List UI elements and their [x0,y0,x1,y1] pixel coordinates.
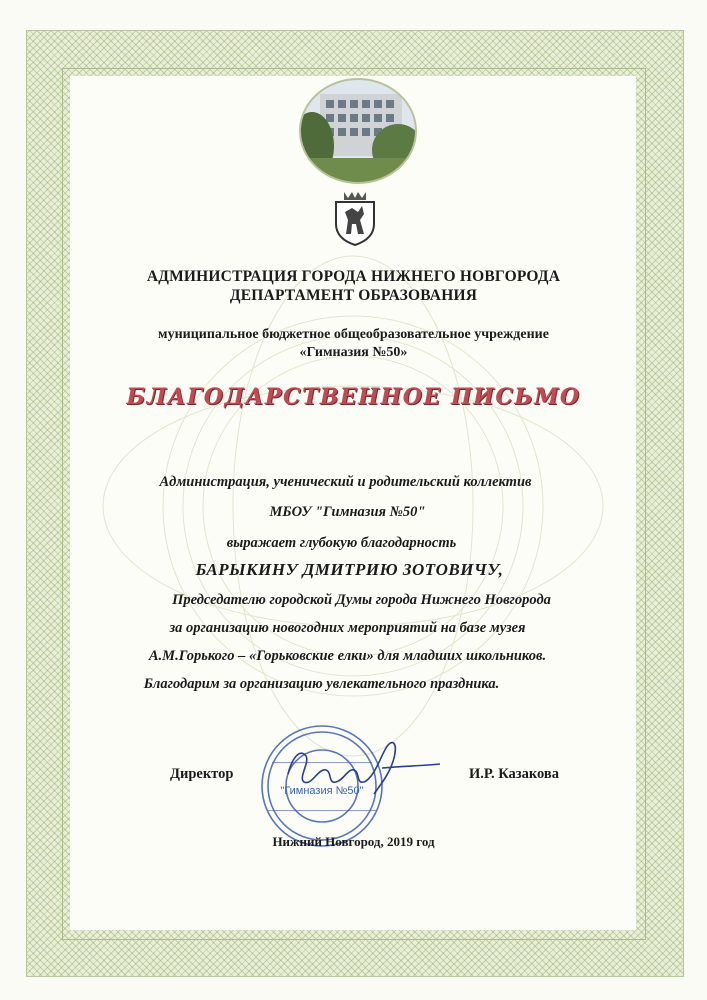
signatory-name: И.Р. Казакова [469,766,559,782]
body-line-6: за организацию новогодних мероприятий на базе музея [169,620,526,636]
body-line-2: МБОУ "Гимназия №50" [269,504,426,520]
recipient-name: БАРЫКИНУ ДМИТРИЮ ЗОТОВИЧУ, [195,560,504,579]
stamp-text: "Гимназия №50" [280,785,364,797]
body-line-7: А.М.Горького – «Горьковские елки» для младших школьников. [148,648,547,664]
body-line-1: Администрация, ученический и родительский коллектив [159,474,532,490]
body-line-3: выражает глубокую благодарность [226,535,457,551]
body-line-5: Председателю городской Думы города Нижнего Новгорода [172,592,551,608]
city-coat-of-arms-icon [330,190,380,246]
header-line-2: ДЕПАРТАМЕНТ ОБРАЗОВАНИЯ [229,287,478,304]
handwritten-signature [282,728,442,798]
school-line-2: «Гимназия №50» [299,345,408,360]
header-line-1: АДМИНИСТРАЦИЯ ГОРОДА НИЖНЕГО НОВГОРОДА [146,268,561,285]
school-building-photo [298,76,418,186]
body-line-8: Благодарим за организацию увлекательного праздника. [143,676,500,692]
school-line-1: муниципальное бюджетное общеобразовательное учреждение [158,327,549,342]
document-title: БЛАГОДАРСТВЕННОЕ ПИСЬМО [126,384,581,410]
signature-role: Директор [170,766,234,782]
place-and-year: Нижний Новгород, 2019 год [272,834,435,849]
